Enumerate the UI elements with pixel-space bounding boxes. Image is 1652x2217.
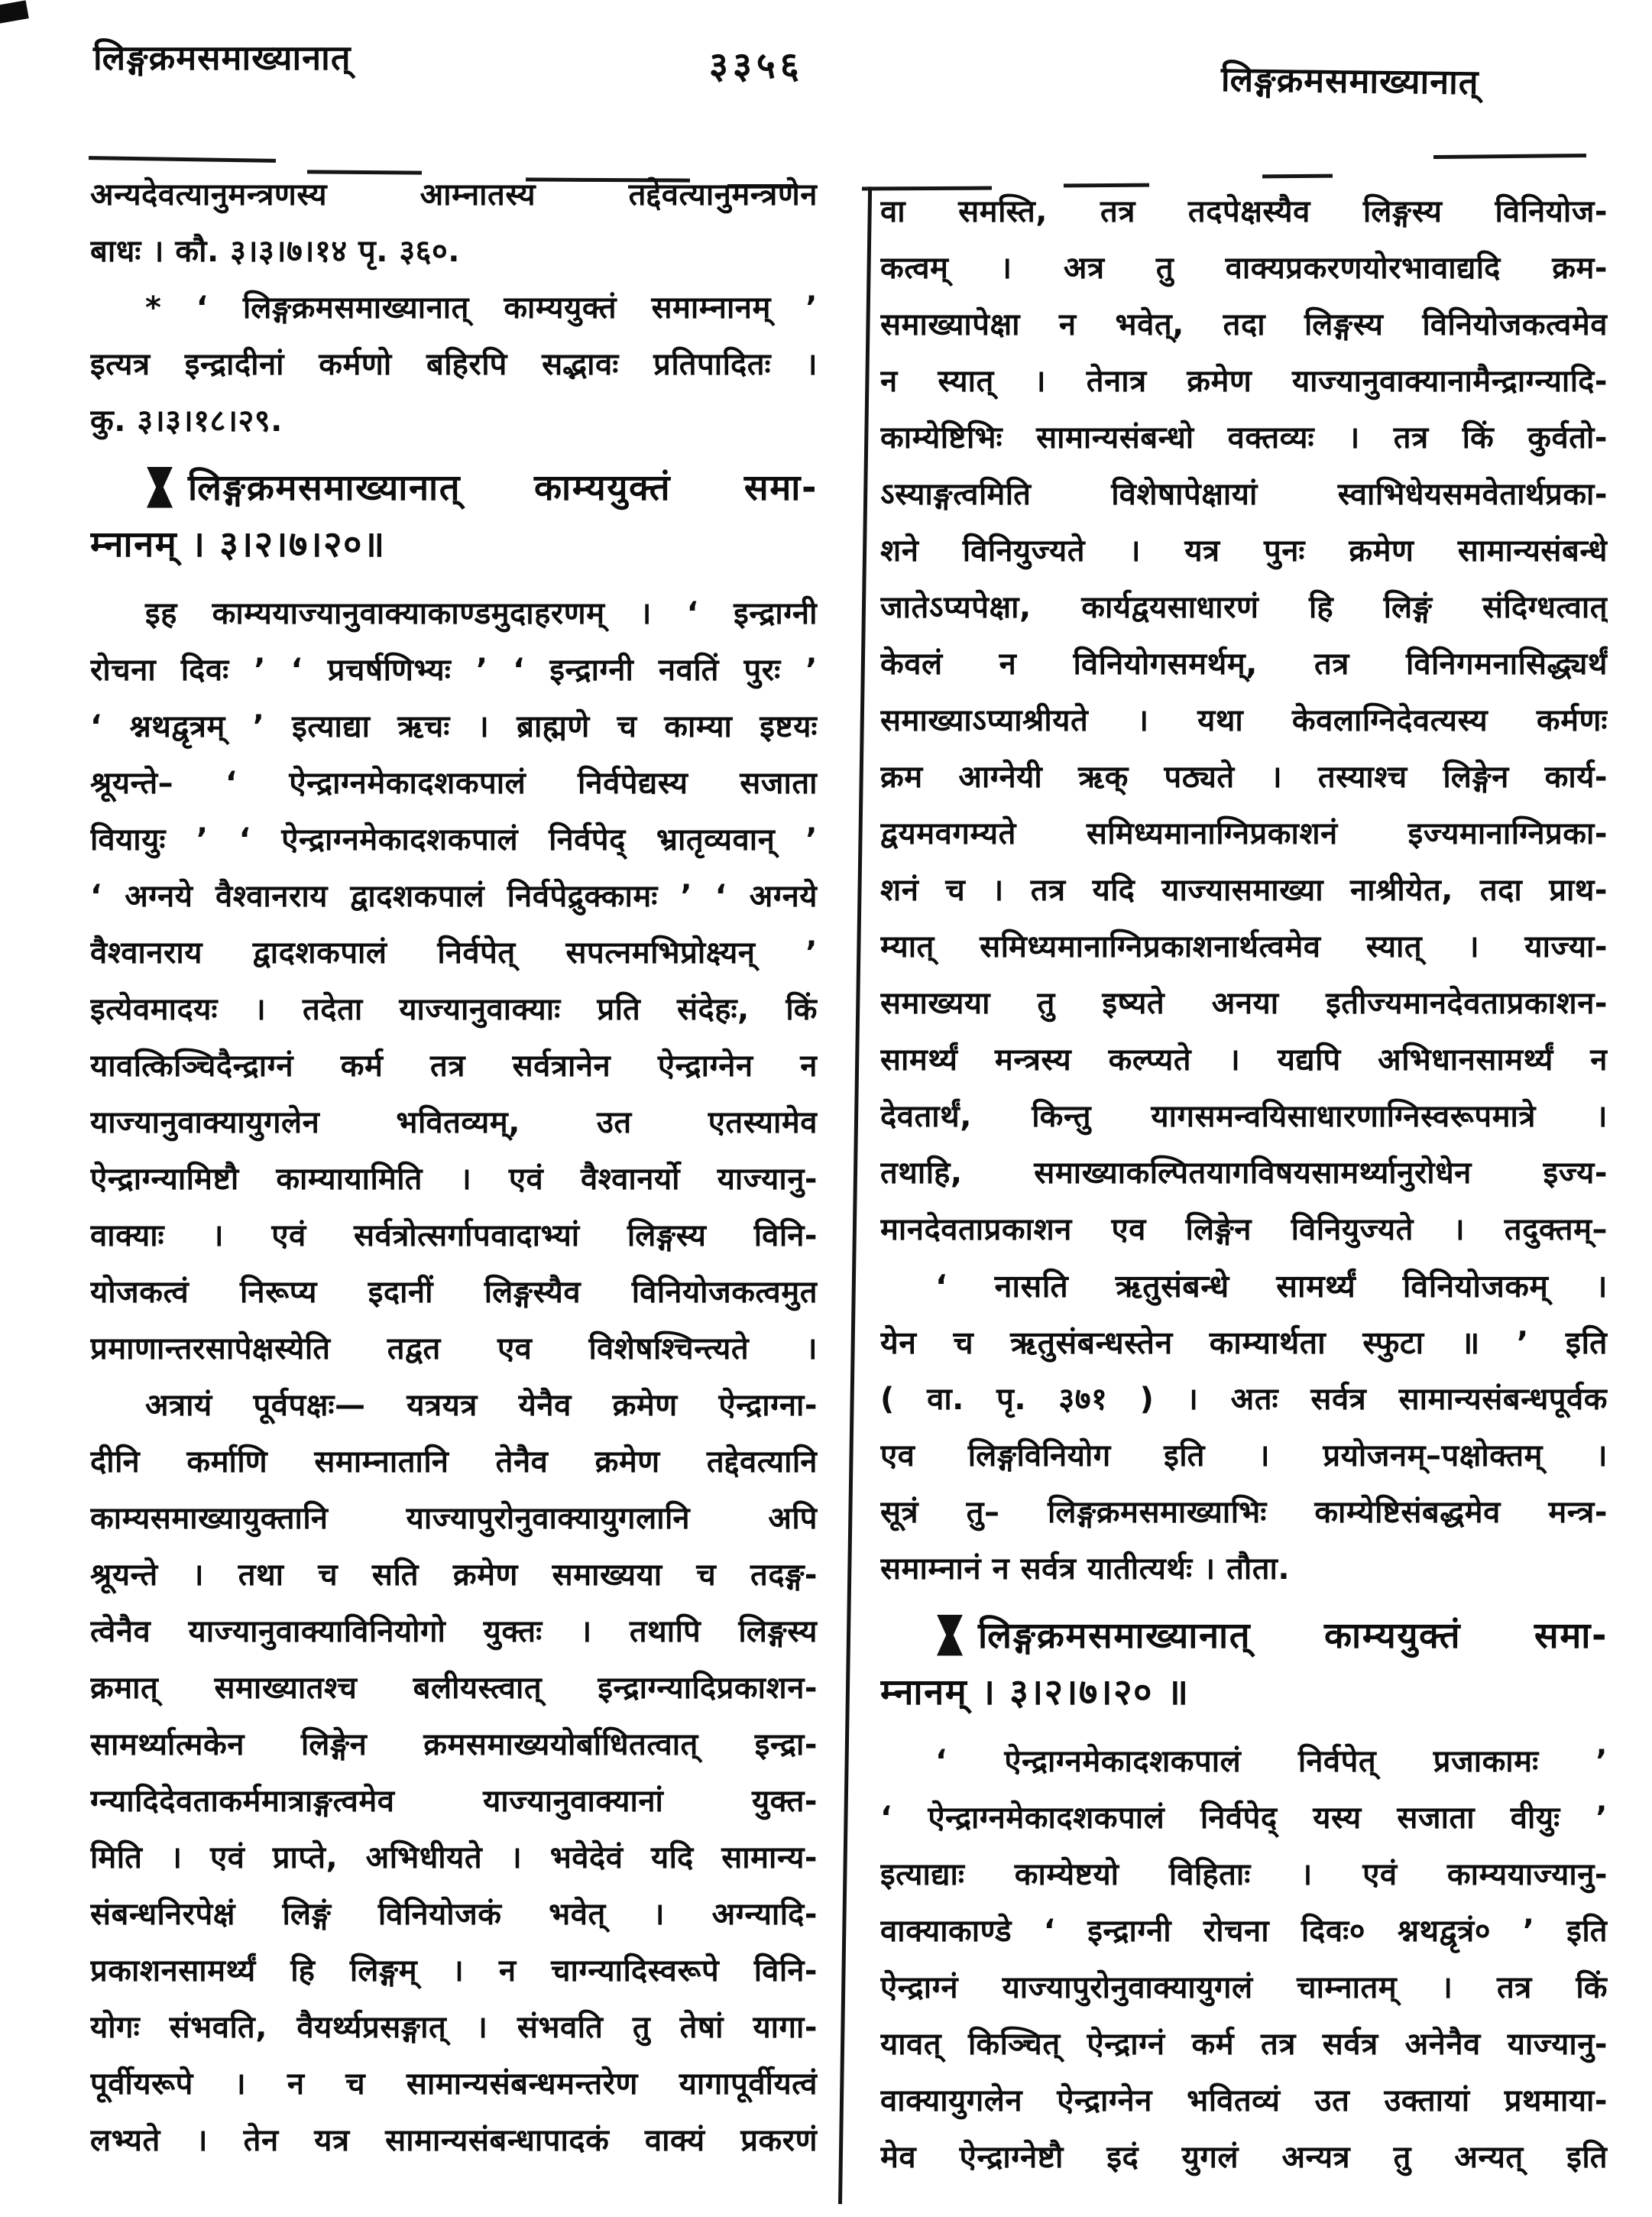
text-line xyxy=(90,517,818,573)
text-line-content: संबन्धनिरपेक्षं लिङ्गं विनियोजकं भवेत् । अग्न्यादि- xyxy=(90,1897,818,1932)
text-line xyxy=(90,167,818,223)
scan-artifact-speck xyxy=(0,0,29,24)
text-line-content: कु. ३।३।१८।२९. xyxy=(90,404,283,439)
text-line-content: ‘ अग्नये वैश्वानराय द्वादशकपालं निर्वपेद्रुक्कामः ’ ‘ अग्नये xyxy=(90,879,818,914)
text-line xyxy=(90,1830,818,1886)
text-line xyxy=(880,749,1608,805)
text-line xyxy=(90,1999,818,2056)
text-line xyxy=(880,1664,1608,1721)
text-line-content: जातेऽप्यपेक्षा, कार्यद्वयसाधारणं हि लिङ्गं संदिग्धत्वात् xyxy=(880,590,1608,625)
text-line xyxy=(880,975,1608,1032)
text-line xyxy=(880,1484,1608,1541)
text-line-content: ग्न्यादिदेवताकर्ममात्राङ्गत्वमेव याज्यानुवाक्यानां युक्त- xyxy=(90,1784,818,1819)
text-line-content: इह काम्ययाज्यानुवाक्याकाण्डमुदाहरणम् । ‘ इन्द्राग्नी xyxy=(145,596,818,631)
text-line xyxy=(880,523,1608,579)
text-line xyxy=(880,2129,1608,2186)
text-line-content: अन्यदेवत्यानुमन्त्रणस्य आम्नातस्य तद्देवत्यानुमन्त्रणेन xyxy=(90,177,818,212)
text-line xyxy=(90,1207,818,1264)
text-line-content: इत्यत्र इन्द्रादीनां कर्मणो बहिरपि सद्भावः प्रतिपादितः । xyxy=(90,347,818,382)
text-line xyxy=(880,579,1608,636)
text-line-content: यावत्किञ्चिदैन्द्राग्नं कर्म तत्र सर्वत्रानेन ऐन्द्राग्नेन न xyxy=(90,1049,818,1084)
header-rule-segment xyxy=(1262,174,1333,179)
text-column-left xyxy=(90,167,818,2169)
text-line xyxy=(880,297,1608,353)
text-line xyxy=(880,1733,1608,1790)
text-line-content: प्रकाशनसामर्थ्यं हि लिङ्गम् । न चाग्न्यादिस्वरूपे विनि- xyxy=(90,1953,818,1988)
text-line xyxy=(880,183,1608,240)
text-line-content: वा समस्ति, तत्र तदपेक्षस्यैव लिङ्गस्य विनियोज- xyxy=(880,194,1608,229)
header-rule-segment xyxy=(89,156,276,163)
text-line xyxy=(90,280,818,336)
text-line-content: समाख्याऽप्याश्रीयते । यथा केवलाग्निदेवत्यस्य कर्मणः xyxy=(880,703,1608,738)
text-line-content: रोचना दिवः ’ ‘ प्रचर्षणिभ्यः ’ ‘ इन्द्राग्नी नवतिं पुरः ’ xyxy=(90,653,818,688)
text-line xyxy=(90,223,818,280)
text-line-content: प्रमाणान्तरसापेक्षस्येति तद्वत एव विशेषश्चिन्त्यते । xyxy=(90,1331,818,1366)
text-line-content: म्नानम् । ३।२।७।२० ॥ xyxy=(880,1671,1190,1713)
text-line xyxy=(880,466,1608,523)
text-line-content: सूत्रं तु– लिङ्गक्रमसमाख्याभिः काम्येष्टिसंबद्धमेव मन्त्र- xyxy=(880,1495,1608,1530)
text-line xyxy=(880,1032,1608,1088)
text-line-content: ‘ ऐन्द्राग्नमेकादशकपालं निर्वपेद् यस्य सजाता वीयुः ’ xyxy=(880,1801,1608,1836)
text-line-content: मिति । एवं प्राप्ते, अभिधीयते । भवेदेवं यदि सामान्य- xyxy=(90,1840,818,1875)
header-rule-segment xyxy=(1433,154,1586,159)
text-line-content: श्रूयन्ते– ‘ ऐन्द्राग्नमेकादशकपालं निर्वपेद्यस्य सजाता xyxy=(90,766,818,801)
text-line-content: बाधः । कौ. ३।३।७।१४ पृ. ३६०. xyxy=(90,234,460,269)
text-line-content: क्रम आग्नेयी ऋक् पठ्यते । तस्याश्च लिङ्गेन कार्य- xyxy=(880,760,1608,795)
text-line xyxy=(880,2073,1608,2129)
text-line xyxy=(880,240,1608,297)
text-line-content: याज्यानुवाक्यायुगलेन भवितव्यम्, उत एतस्यामेव xyxy=(90,1105,818,1140)
text-line-content: ( वा. पृ. ३७१ ) । अतः सर्वत्र सामान्यसंबन्धपूर्वक xyxy=(880,1382,1608,1417)
text-line xyxy=(90,460,818,517)
text-line-content: ‘ ऐन्द्राग्नमेकादशकपालं निर्वपेत् प्रजाकामः ’ xyxy=(935,1744,1608,1779)
text-line-content: सामर्थ्यात्मकेन लिङ्गेन क्रमसमाख्ययोर्बाधितत्वात् इन्द्रा- xyxy=(90,1727,818,1762)
text-line-content: द्वयमवगम्यते समिध्यमानाग्निप्रकाशनं इज्यमानाग्निप्रका- xyxy=(880,816,1608,851)
running-header-left: लिङ्गक्रमसमाख्यानात् xyxy=(93,37,351,78)
text-line-content: समाम्नानं न सर्वत्र यातीत्यर्थः । तौता. xyxy=(880,1551,1291,1587)
text-line xyxy=(880,1428,1608,1484)
text-line-content: योगः संभवति, वैयर्थ्यप्रसङ्गात् । संभवति तु तेषां यागा- xyxy=(90,2010,818,2045)
text-line-content: तथाहि, समाख्याकल्पितयागविषयसामर्थ्यानुरोधेन इज्य- xyxy=(880,1155,1608,1191)
text-line xyxy=(90,336,818,393)
text-line xyxy=(880,1088,1608,1145)
text-line xyxy=(90,1377,818,1434)
text-line-content: ‘ नासति ऋतुसंबन्धे सामर्थ्यं विनियोजकम् । xyxy=(935,1268,1608,1305)
text-line-content: मानदेवताप्रकाशन एव लिङ्गेन विनियुज्यते । तदुक्तम्– xyxy=(880,1212,1608,1247)
text-line xyxy=(90,642,818,698)
text-line xyxy=(880,1314,1608,1371)
text-line xyxy=(90,1716,818,1773)
text-line-content: योजकत्वं निरूप्य इदानीं लिङ्गस्यैव विनियोजकत्वमुत xyxy=(90,1275,818,1310)
text-line xyxy=(880,1201,1608,1258)
text-line-content: ऐन्द्राग्नं याज्यापुरोनुवाक्यायुगलं चाम्नातम् । तत्र किं xyxy=(880,1970,1608,2005)
text-line xyxy=(880,1258,1608,1314)
text-line-content: ऐन्द्राग्न्यामिष्टौ काम्यायामिति । एवं वैश्वानर्यो याज्यानु- xyxy=(90,1162,818,1197)
text-line-content: वाक्याकाण्डे ‘ इन्द्राग्नी रोचना दिवः० श्नथद्वृत्रं० ’ इति xyxy=(880,1914,1608,1949)
text-line-content: काम्येष्टिभिः सामान्यसंबन्धो वक्तव्यः । तत्र किं कुर्वतो- xyxy=(880,420,1608,455)
text-column-right xyxy=(880,183,1608,2186)
text-line xyxy=(880,1541,1608,1597)
text-line xyxy=(880,636,1608,692)
text-line xyxy=(90,868,818,925)
text-line xyxy=(90,1660,818,1716)
text-line xyxy=(90,981,818,1038)
text-line xyxy=(90,755,818,812)
text-line xyxy=(90,812,818,868)
text-line xyxy=(880,1371,1608,1428)
text-line xyxy=(90,698,818,755)
text-line xyxy=(880,1959,1608,2016)
text-line-content: समाख्यया तु इष्यते अनया इतीज्यमानदेवताप्रकाशन- xyxy=(880,986,1608,1021)
text-line-content: त्वेनैव याज्यानुवाक्याविनियोगो युक्तः । तथापि लिङ्गस्य xyxy=(90,1614,818,1649)
text-line-content: ‘ श्नथद्वृत्रम् ’ इत्याद्या ऋचः । ब्राह्मणे च काम्या इष्टयः xyxy=(90,709,818,744)
text-line-content: वाक्याः । एवं सर्वत्रोत्सर्गापवादाभ्यां लिङ्गस्य विनि- xyxy=(90,1218,818,1253)
text-line-content: अत्रायं पूर्वपक्षः— यत्रयत्र येनैव क्रमेण ऐन्द्राग्ना- xyxy=(145,1388,818,1423)
text-line-content: ऽस्याङ्गत्वमिति विशेषापेक्षायां स्वाभिधेयसमवेतार्थप्रका- xyxy=(880,477,1608,512)
text-line xyxy=(90,1773,818,1830)
text-line-content: येन च ऋतुसंबन्धस्तेन काम्यार्थता स्फुटा ॥ ’ इति xyxy=(880,1324,1608,1361)
text-line-content: श्रूयन्ते । तथा च सति क्रमेण समाख्यया च तदङ्ग- xyxy=(90,1557,818,1593)
text-line xyxy=(880,862,1608,919)
text-line-content: केवलं न विनियोगसमर्थम्, तत्र विनिगमनासिद्ध्यर्थं xyxy=(880,647,1608,682)
text-line-content: शनं च । तत्र यदि याज्यासमाख्या नाश्रीयेत, तदा प्राथ- xyxy=(880,873,1608,908)
text-line-content: दीनि कर्माणि समाम्नातानि तेनैव क्रमेण तद्देवत्यानि xyxy=(90,1444,818,1480)
text-line-content: लभ्यते । तेन यत्र सामान्यसंबन्धापादकं वाक्यं प्रकरणं xyxy=(90,2123,818,2158)
text-line-content: क्रमात् समाख्यातश्च बलीयस्त्वात् इन्द्राग्न्यादिप्रकाशन- xyxy=(90,1671,818,1706)
column-divider-rule xyxy=(838,186,872,2204)
text-line xyxy=(90,925,818,981)
text-line-content: लिङ्गक्रमसमाख्यानात् काम्ययुक्तं समा- xyxy=(188,467,818,509)
text-line xyxy=(90,1490,818,1547)
text-line xyxy=(90,1434,818,1490)
text-line xyxy=(90,2112,818,2169)
text-line-content: * ‘ लिङ्गक्रमसमाख्यानात् काम्ययुक्तं समाम्नानम् ’ xyxy=(145,290,818,326)
section-ornament-icon xyxy=(147,467,173,508)
text-line xyxy=(880,1846,1608,1903)
text-line xyxy=(90,1886,818,1943)
text-line xyxy=(880,1145,1608,1201)
text-line xyxy=(90,393,818,449)
text-line-content: इत्याद्याः काम्येष्टयो विहिताः । एवं काम्ययाज्यानु- xyxy=(880,1857,1608,1892)
text-line xyxy=(90,585,818,642)
text-line xyxy=(880,1903,1608,1959)
text-line xyxy=(90,1094,818,1151)
text-line-content: पूर्वीयरूपे । न च सामान्यसंबन्धमन्तरेण यागापूर्वीयत्वं xyxy=(90,2066,818,2102)
text-line-content: एव लिङ्गविनियोग इति । प्रयोजनम्–पक्षोक्तम् । xyxy=(880,1438,1608,1473)
text-line-content: काम्यसमाख्यायुक्तानि याज्यापुरोनुवाक्यायुगलानि अपि xyxy=(90,1501,818,1536)
text-line-content: वैश्वानराय द्वादशकपालं निर्वपेत् सपत्नमभिप्रोक्ष्यन् ’ xyxy=(90,935,818,971)
text-line-content: कत्वम् । अत्र तु वाक्यप्रकरणयोरभावाद्यदि क्रम- xyxy=(880,251,1608,286)
text-line xyxy=(90,2056,818,2112)
text-line-content: सामर्थ्यं मन्त्रस्य कल्प्यते । यद्यपि अभिधानसामर्थ्यं न xyxy=(880,1042,1608,1078)
text-line xyxy=(90,1151,818,1207)
text-line-content: वियायुः ’ ‘ ऐन्द्राग्नमेकादशकपालं निर्वपेद् भ्रातृव्यवान् ’ xyxy=(90,822,818,857)
page-number: ३३५६ xyxy=(709,44,804,87)
text-line-content: वाक्यायुगलेन ऐन्द्राग्नेन भवितव्यं उत उक्तायां प्रथमाया- xyxy=(880,2083,1608,2118)
text-line-content: मेव ऐन्द्राग्नेष्टौ इदं युगलं अन्यत्र तु अन्यत् इति xyxy=(880,2140,1608,2175)
text-line-content: न स्यात् । तेनात्र क्रमेण याज्यानुवाक्यानामैन्द्राग्न्यादि- xyxy=(880,364,1608,399)
text-line xyxy=(880,805,1608,862)
text-line xyxy=(880,1790,1608,1846)
text-line xyxy=(90,1321,818,1377)
text-line xyxy=(880,1608,1608,1664)
text-line-content: देवतार्थं, किन्तु यागसमन्वयिसाधारणाग्निस्वरूपमात्रे । xyxy=(880,1099,1608,1134)
text-line xyxy=(90,1603,818,1660)
section-ornament-icon xyxy=(937,1615,963,1656)
text-line xyxy=(90,1264,818,1321)
text-line xyxy=(880,919,1608,975)
text-line-content: समाख्यापेक्षा न भवेत्, तदा लिङ्गस्य विनियोजकत्वमेव xyxy=(880,307,1608,342)
text-line xyxy=(880,353,1608,410)
text-line xyxy=(90,1547,818,1603)
running-header-right: लिङ्गक्रमसमाख्यानात् xyxy=(1220,58,1479,103)
text-line xyxy=(880,410,1608,466)
text-line xyxy=(880,2016,1608,2073)
text-line-content: म्नानम् । ३।२।७।२०॥ xyxy=(90,523,386,566)
text-line xyxy=(90,1038,818,1094)
text-line-content: शने विनियुज्यते । यत्र पुनः क्रमेण सामान्यसंबन्धे xyxy=(880,533,1608,569)
text-line-content: इत्येवमादयः । तदेता याज्यानुवाक्याः प्रति संदेहः, किं xyxy=(90,992,818,1027)
text-line-content: म्यात् समिध्यमानाग्निप्रकाशनार्थत्वमेव स्यात् । याज्या- xyxy=(880,929,1608,964)
text-line xyxy=(90,1943,818,1999)
text-line-content: लिङ्गक्रमसमाख्यानात् काम्ययुक्तं समा- xyxy=(978,1615,1608,1657)
text-line-content: यावत् किञ्चित् ऐन्द्राग्नं कर्म तत्र सर्वत्र अनेनैव याज्यानु- xyxy=(880,2027,1608,2062)
text-line xyxy=(880,692,1608,749)
